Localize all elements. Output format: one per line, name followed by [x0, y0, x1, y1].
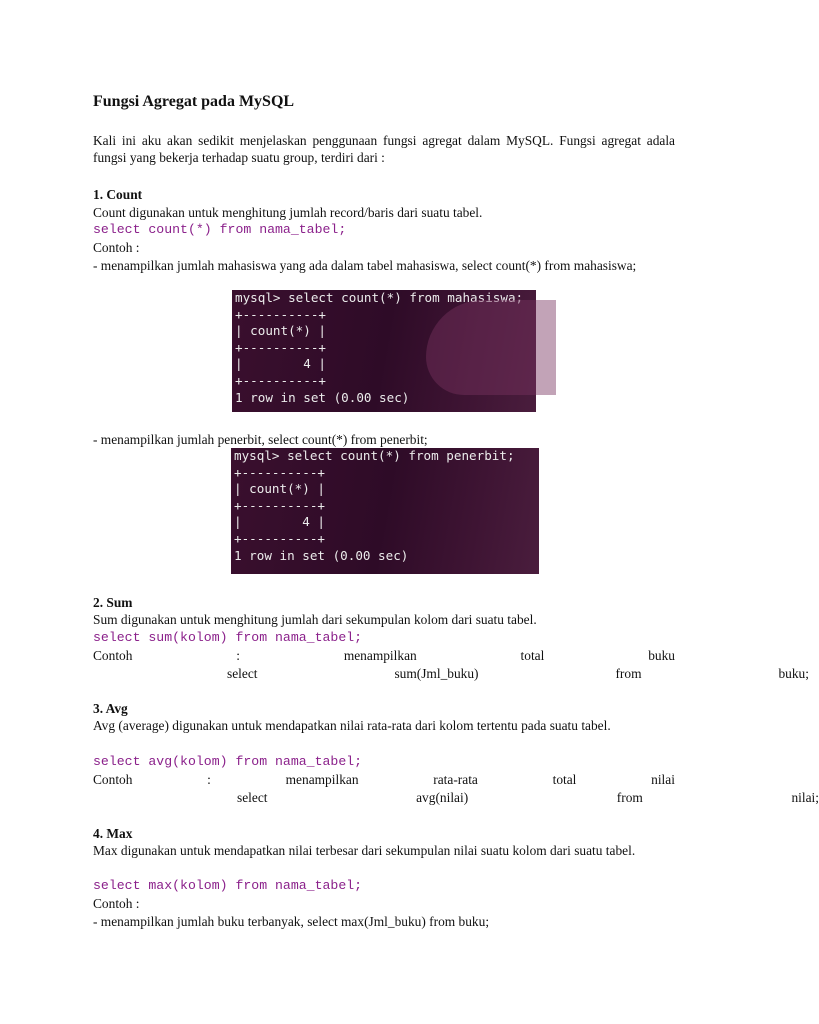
count-code: select count(*) from nama_tabel;	[93, 222, 347, 237]
word: total	[520, 648, 545, 663]
terminal-line: +----------+	[235, 306, 326, 322]
terminal-screenshot-mahasiswa	[232, 290, 536, 412]
terminal-line: | count(*) |	[235, 323, 326, 339]
section-heading-sum: 2. Sum	[93, 595, 133, 610]
word: buku;	[778, 666, 809, 681]
word: menampilkan	[343, 648, 417, 663]
avg-example-line-2	[93, 789, 819, 806]
terminal-line: 1 row in set (0.00 sec)	[235, 389, 410, 405]
section-heading-avg: 3. Avg	[93, 701, 128, 716]
word: rata-rata	[433, 772, 478, 787]
word: select	[237, 790, 268, 805]
sum-example-line-2	[93, 665, 809, 682]
word: :	[236, 648, 240, 663]
word: Contoh	[93, 648, 133, 663]
word: nilai;	[791, 790, 819, 805]
word: total	[552, 772, 577, 787]
word: from	[615, 666, 642, 681]
max-contoh-label: Contoh :	[93, 896, 140, 911]
count-example-2: - menampilkan jumlah penerbit, select count(*) from penerbit;	[93, 432, 428, 447]
terminal-line: | 4 |	[234, 514, 325, 530]
avg-description: Avg (average) digunakan untuk mendapatkan nilai rata-rata dari kolom tertentu pada suatu tabel.	[93, 718, 611, 733]
word: sum(Jml_buku)	[394, 666, 479, 681]
word: select	[227, 666, 258, 681]
terminal-window-shadow	[426, 300, 556, 395]
avg-code: select avg(kolom) from nama_tabel;	[93, 754, 363, 769]
terminal-line: +----------+	[235, 372, 326, 388]
count-description: Count digunakan untuk menghitung jumlah record/baris dari suatu tabel.	[93, 205, 483, 220]
terminal-line: 1 row in set (0.00 sec)	[234, 547, 409, 563]
count-example-1: - menampilkan jumlah mahasiswa yang ada dalam tabel mahasiswa, select count(*) from mahasiswa;	[93, 258, 637, 273]
word: avg(nilai)	[416, 790, 469, 805]
max-description: Max digunakan untuk mendapatkan nilai terbesar dari sekumpulan nilai suatu kolom dari suatu tabel.	[93, 843, 636, 858]
terminal-line: +----------+	[235, 339, 326, 355]
word: from	[616, 790, 643, 805]
sum-code: select sum(kolom) from nama_tabel;	[93, 630, 363, 645]
terminal-line: | count(*) |	[234, 481, 325, 497]
word: Contoh	[93, 772, 133, 787]
word: menampilkan	[285, 772, 359, 787]
terminal-screenshot-penerbit	[231, 448, 539, 574]
word: buku	[648, 648, 675, 663]
sum-example-line-1	[93, 647, 675, 664]
page-title: Fungsi Agregat pada MySQL	[93, 93, 295, 110]
count-contoh-label: Contoh :	[93, 240, 140, 255]
terminal-line: +----------+	[234, 497, 325, 513]
max-example: - menampilkan jumlah buku terbanyak, select max(Jml_buku) from buku;	[93, 914, 490, 929]
section-heading-count: 1. Count	[93, 187, 143, 202]
word: nilai	[651, 772, 675, 787]
terminal-line: +----------+	[234, 464, 325, 480]
terminal-line: +----------+	[234, 530, 325, 546]
intro-paragraph: Kali ini aku akan sedikit menjelaskan penggunaan fungsi agregat dalam MySQL. Fungsi agregat adala fungsi yang bekerja terhadap suatu group, terdiri dari :	[93, 133, 675, 165]
sum-description: Sum digunakan untuk menghitung jumlah dari sekumpulan kolom dari suatu tabel.	[93, 612, 537, 627]
terminal-line: | 4 |	[235, 356, 326, 372]
terminal-line: mysql> select count(*) from mahasiswa;	[235, 290, 524, 305]
avg-example-line-1	[93, 771, 675, 788]
terminal-line: mysql> select count(*) from penerbit;	[234, 448, 515, 463]
section-heading-max: 4. Max	[93, 826, 133, 841]
max-code: select max(kolom) from nama_tabel;	[93, 878, 363, 893]
word: :	[207, 772, 211, 787]
